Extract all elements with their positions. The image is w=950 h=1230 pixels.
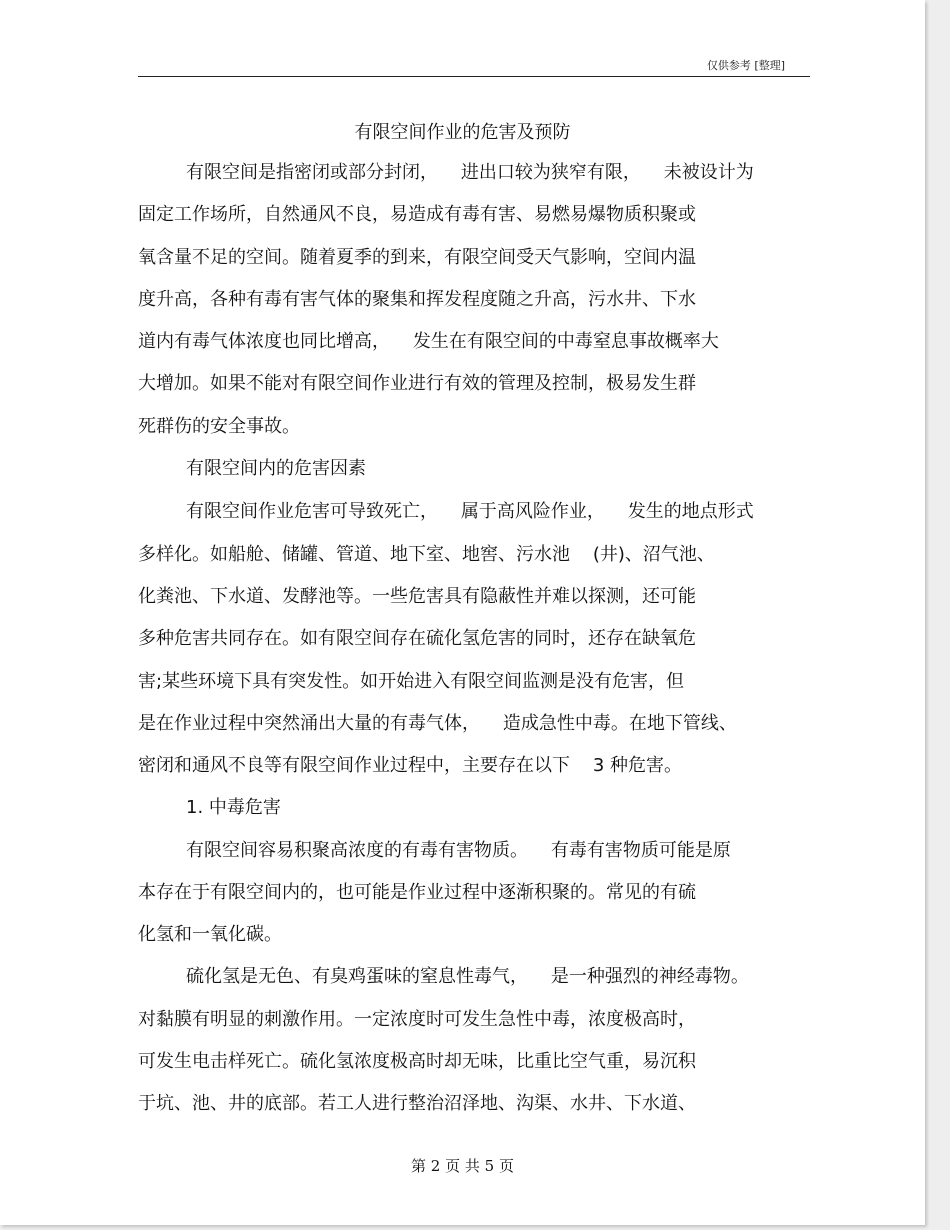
body-line: 度升高，各种有毒有害气体的聚集和挥发程度随之升高，污水井、下水 xyxy=(138,289,696,310)
body-line: 是在作业过程中突然涌出大量的有毒气体， 造成急性中毒。在地下管线、 xyxy=(138,713,737,734)
body-line: 对黏膜有明显的刺激作用。一定浓度时可发生急性中毒，浓度极高时， xyxy=(138,1009,696,1030)
body-line: 有限空间容易积聚高浓度的有毒有害物质。 有毒有害物质可能是原 xyxy=(186,840,731,861)
body-line: 多种危害共同存在。如有限空间存在硫化氢危害的同时，还存在缺氧危 xyxy=(138,628,696,649)
body-line: 化氢和一氧化碳。 xyxy=(138,924,282,945)
body-line: 多样化。如船舱、储罐、管道、地下室、地窖、污水池 (井)、沼气池、 xyxy=(138,544,715,565)
subsection-heading: 1. 中毒危害 xyxy=(186,797,281,818)
body-line: 大增加。如果不能对有限空间作业进行有效的管理及控制，极易发生群 xyxy=(138,373,696,394)
page-footer: 第 2 页 共 5 页 xyxy=(411,1157,514,1175)
body-line: 本存在于有限空间内的，也可能是作业过程中逐渐积聚的。常见的有硫 xyxy=(138,882,696,903)
body-line: 道内有毒气体浓度也同比增高， 发生在有限空间的中毒窒息事故概率大 xyxy=(138,331,719,352)
body-line: 于坑、池、井的底部。若工人进行整治沼泽地、沟渠、水井、下水道、 xyxy=(138,1093,696,1114)
body-line: 死群伤的安全事故。 xyxy=(138,416,300,437)
section-heading: 有限空间内的危害因素 xyxy=(186,458,366,479)
document-title: 有限空间作业的危害及预防 xyxy=(354,122,571,143)
body-line: 化粪池、下水道、发酵池等。一些危害具有隐蔽性并难以探测，还可能 xyxy=(138,586,696,607)
body-line: 害;某些环境下具有突发性。如开始进入有限空间监测是没有危害，但 xyxy=(138,671,685,692)
body-line: 氧含量不足的空间。随着夏季的到来，有限空间受天气影响，空间内温 xyxy=(138,247,696,268)
body-line: 密闭和通风不良等有限空间作业过程中，主要存在以下 3 种危害。 xyxy=(138,755,683,776)
body-line: 有限空间是指密闭或部分封闭， 进出口较为狭窄有限， 未被设计为 xyxy=(186,162,754,183)
body-line: 可发生电击样死亡。硫化氢浓度极高时却无味，比重比空气重，易沉积 xyxy=(138,1051,696,1072)
body-line: 有限空间作业危害可导致死亡， 属于高风险作业， 发生的地点形式 xyxy=(186,501,754,522)
body-line: 硫化氢是无色、有臭鸡蛋味的窒息性毒气， 是一种强烈的神经毒物。 xyxy=(186,966,749,987)
header-note: 仅供参考 [整理] xyxy=(706,59,785,72)
body-line: 固定工作场所，自然通风不良，易造成有毒有害、易燃易爆物质积聚或 xyxy=(138,204,696,225)
header-rule xyxy=(138,76,810,77)
